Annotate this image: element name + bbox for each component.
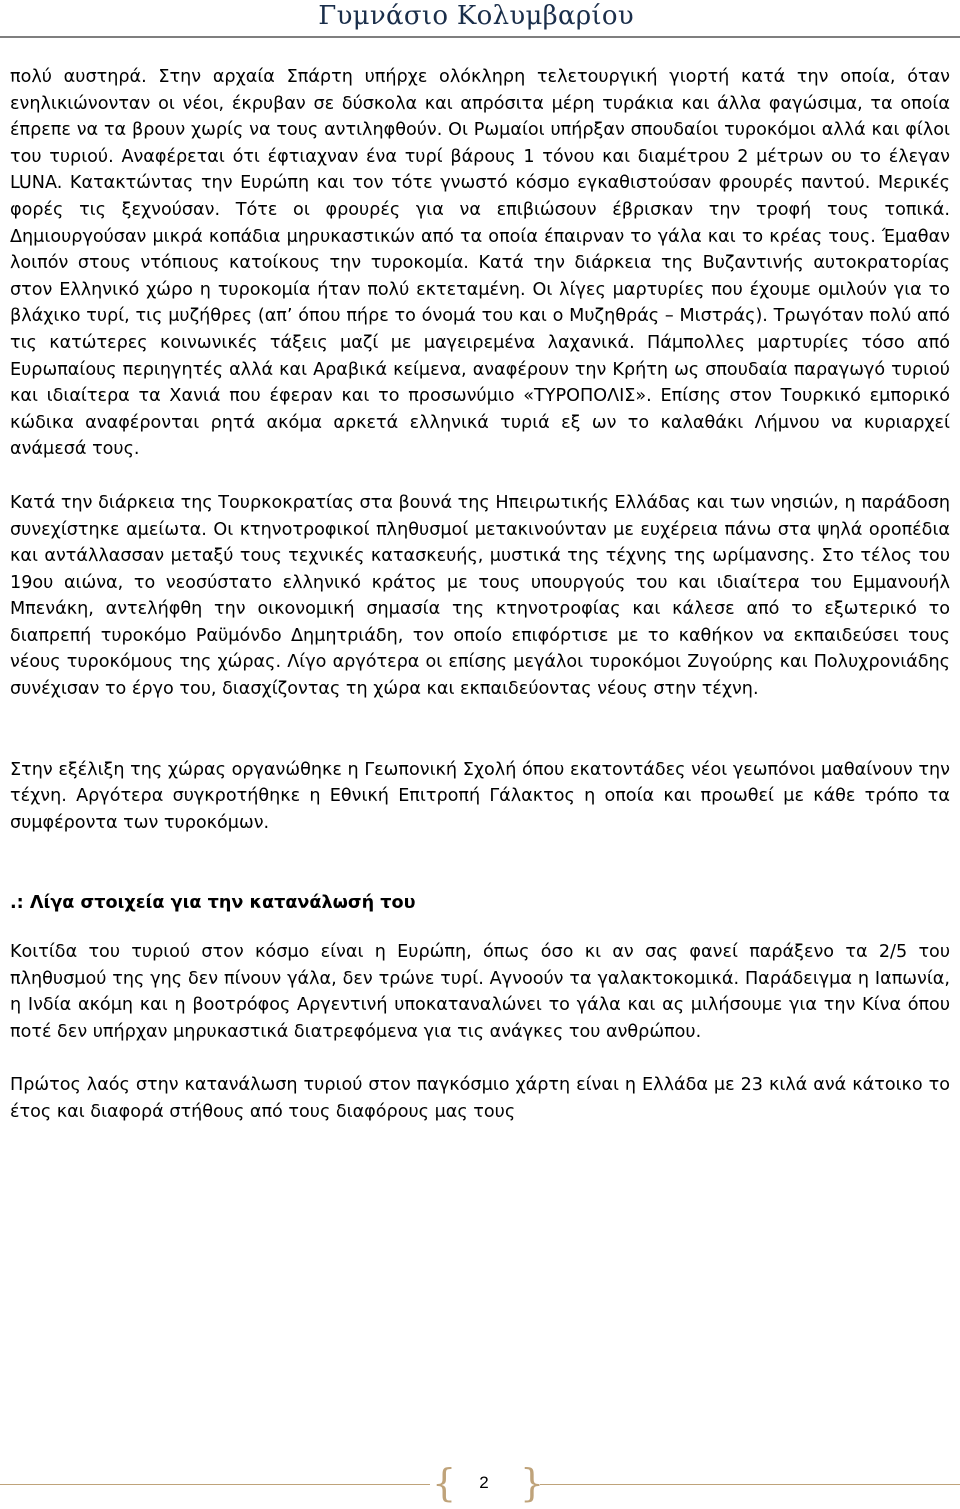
paragraph-ottoman-era: Κατά την διάρκεια της Τουρκοκρατίας στα βουνά της Ηπειρωτικής Ελλάδας και των νησιών, η παράδοση συνεχίστηκε αμείωτα. Οι κτηνοτροφικοί πληθυσμοί μετακινούνταν με ευχέρεια πάνω στα ψηλά οροπέδια και αντάλλασσαν μεταξύ τους τεχνικές κατασκευής, μυστικά της τέχνης της ωρίμανσης. Στο τέλος του 19ου αιώνα, το νεοσύστατο ελληνικό κράτος με τους υπουργούς του και ιδιαίτερα του Εμμανουήλ Μπενάκη, αντελήφθη την οικονομική σημασία της κτηνοτροφίας και κάλεσε από το εξωτερικό το διαπρεπή τυροκόμο Ραϋμόνδο Δημητριάδη, τον οποίο επιφόρτισε με το καθήκον να εκπαιδεύσει τους νέους τυροκόμους της χώρας. Λίγο αργότερα οι επίσης μεγάλοι τυροκόμοι Ζυγούρης και Πολυχρονιάδης συνέχισαν το έργο του, διασχίζοντας τη χώρα και εκπαιδεύοντας νέους στην τέχνη.	[10, 492, 950, 700]
page-header	[0, 0, 960, 40]
paragraph-consumption-greece: Πρώτος λαός στην κατανάλωση τυριού στον παγκόσμιο χάρτη είναι η Ελλάδα με 23 κιλά ανά κάτοικο το έτος και διαφορά στήθους από τους διαφόρους μας τους	[10, 1075, 950, 1122]
left-brace-icon: {	[432, 1461, 457, 1505]
footer-rule-right	[540, 1484, 960, 1485]
header-rule	[0, 36, 960, 38]
paragraph-consumption-origin: Κοιτίδα του τυριού στον κόσμο είναι η Ευρώπη, όπως όσο κι αν σας φανεί παράξενο τα 2/5 του πληθυσμού της γης δεν πίνουν γάλα, δεν τρώνε τυρί. Αγνοούν τα γαλακτοκομικά. Παράδειγμα η Ιαπωνία, η Ινδία ακόμη και η βοοτρόφος Αργεντινή υποκαταναλώνει το γάλα και ας μιλήσουμε για την Κίνα όπου ποτέ δεν υπήρχαν μηρυκαστικά διατρεφόμενα για τις ανάγκες του ανθρώπου.	[10, 942, 950, 1042]
right-brace-icon: }	[520, 1461, 545, 1505]
paragraph-geoponic-school: Στην εξέλιξη της χώρας οργανώθηκε η Γεωπονική Σχολή όπου εκατοντάδες νέοι γεωπόνοι μαθαίνουν την τέχνη. Αργότερα συγκροτήθηκε η Εθνική Επιτροπή Γάλακτος η οποία και προωθεί με κάθε τρόπο τα συμφέροντα των τυροκόμων.	[10, 759, 950, 833]
paragraph-history: πολύ αυστηρά. Στην αρχαία Σπάρτη υπήρχε ολόκληρη τελετουργική γιορτή κατά την οποία, όταν ενηλικιώνονταν οι νέοι, έκρυβαν σε δύσκολα και απρόσιτα μέρη τυράκια και άλλα φαγώσιμα, τα οποία έπρεπε να τα βρουν χωρίς να τους αντιληφθούν. Οι Ρωμαίοι υπήρξαν σπουδαίοι τυροκόμοι αλλά και φίλοι του τυριού. Αναφέρεται ότι έφτιαχναν ένα τυρί βάρους 1 τόνου και διαμέτρου 2 μέτρων ου το έλεγαν LUNA. Κατακτώντας την Ευρώπη και τον τότε γνωστό κόσμο εγκαθιστούσαν φρουρές παντού. Μερικές φορές τις ξεχνούσαν. Τότε οι φρουρές για να επιβιώσουν έβρισκαν την τροφή τους τοπικά. Δημιουργούσαν μικρά κοπάδια μηρυκαστικών από τα οποία έπαιρναν το γάλα και το κρέας τους. Έμαθαν λοιπόν στους ντόπιους κατοίκους την τυροκομία. Κατά την διάρκεια της Βυζαντινής αυτοκρατορίας στον Ελληνικό χώρο η τυροκομία ήταν πολύ εκτεταμένη. Οι λίγες μαρτυρίες που έχουμε ομιλούν για το βλάχικο τυρί, τις μυζήθρες (απ’ όπου πήρε το όνομά του και ο Μυζηθράς – Μιστράς). Τρωγόταν πολύ από τις κατώτερες κοινωνικές τάξεις μαζί με μαγειρεμένα λαχανικά. Πάμπολλες μαρτυρίες τόσο από Ευρωπαίους περιηγητές αλλά και Αραβικά κείμενα, αναφέρουν την Κρήτη ως σπουδαία παραγωγό τυριού και ιδιαίτερα τα Χανιά που έφεραν και το προσωνύμιο «ΤΥΡΟΠΟΛΙΣ». Επίσης στον Τουρκικό εμπορικό κώδικα αναφέρονται ρητά ακόμα αρκετά ελληνικά τυριά εξ ων το καλαθάκι Λήμνου να κυριαρχεί ανάμεσά τους.	[10, 67, 950, 460]
document-body	[10, 64, 950, 1126]
page-number: 2	[479, 1473, 489, 1492]
footer-rule-left	[0, 1484, 430, 1485]
header-title: Γυμνάσιο Κολυμβαρίου	[318, 1, 634, 31]
section-heading: .: Λίγα στοιχεία για την κατανάλωσή του	[10, 893, 416, 914]
page-footer	[0, 1462, 960, 1506]
